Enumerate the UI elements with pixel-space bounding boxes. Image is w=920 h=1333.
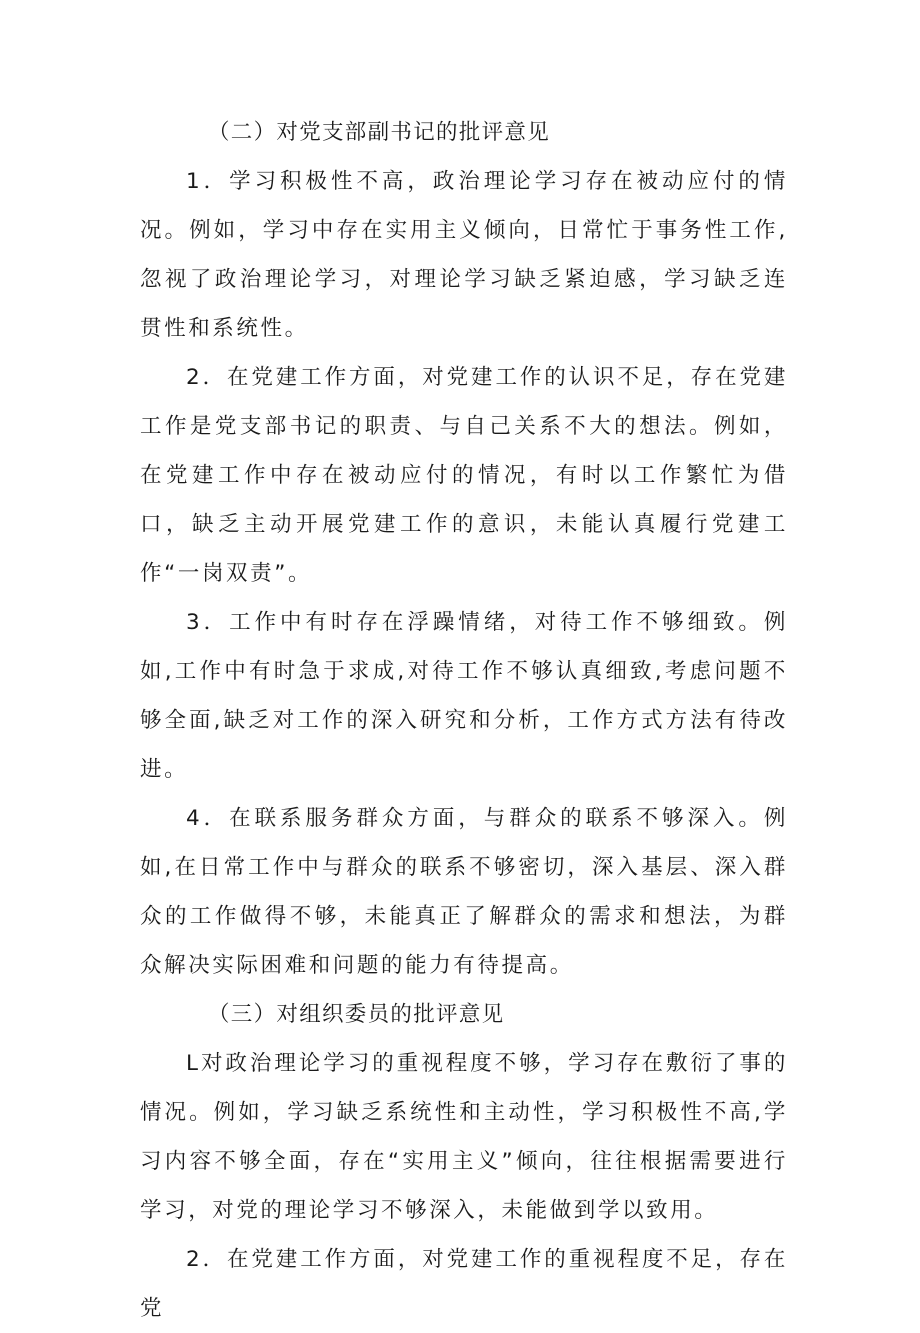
document-body: [140, 108, 788, 1333]
paragraph-3-2: 2．在党建工作方面，对党建工作的重视程度不足，存在党: [140, 1247, 788, 1321]
paragraph-2-3: 3．工作中有时存在浮躁情绪，对待工作不够细致。例如,工作中有时急于求成,对待工作不够认真细致,考虑问题不够全面,缺乏对工作的深入研究和分析，工作方式方法有待改进。: [140, 610, 788, 782]
section-heading-3: （三）对组织委员的批评意见: [208, 1002, 505, 1027]
paragraph-2-1: 1．学习积极性不高，政治理论学习存在被动应付的情况。例如，学习中存在实用主义倾向，日常忙于事务性工作,忽视了政治理论学习，对理论学习缺乏紧迫感，学习缺乏连贯性和系统性。: [140, 169, 788, 341]
paragraph-2-4: 4．在联系服务群众方面，与群众的联系不够深入。例如,在日常工作中与群众的联系不够密切，深入基层、深入群众的工作做得不够，未能真正了解群众的需求和想法，为群众解决实际困难和问题的能力有待提高。: [140, 806, 788, 978]
paragraph-3-1: L对政治理论学习的重视程度不够，学习存在敷衍了事的情况。例如，学习缺乏系统性和主动性，学习积极性不高,学习内容不够全面，存在“实用主义”倾向，往往根据需要进行学习，对党的理论学习不够深入，未能做到学以致用。: [140, 1051, 788, 1223]
paragraph-2-2: 2．在党建工作方面，对党建工作的认识不足，存在党建工作是党支部书记的职责、与自己关系不大的想法。例如，在党建工作中存在被动应付的情况，有时以工作繁忙为借口，缺乏主动开展党建工作的意识，未能认真履行党建工作“一岗双责”。: [140, 365, 788, 586]
section-heading-2: （二）对党支部副书记的批评意见: [208, 120, 551, 145]
